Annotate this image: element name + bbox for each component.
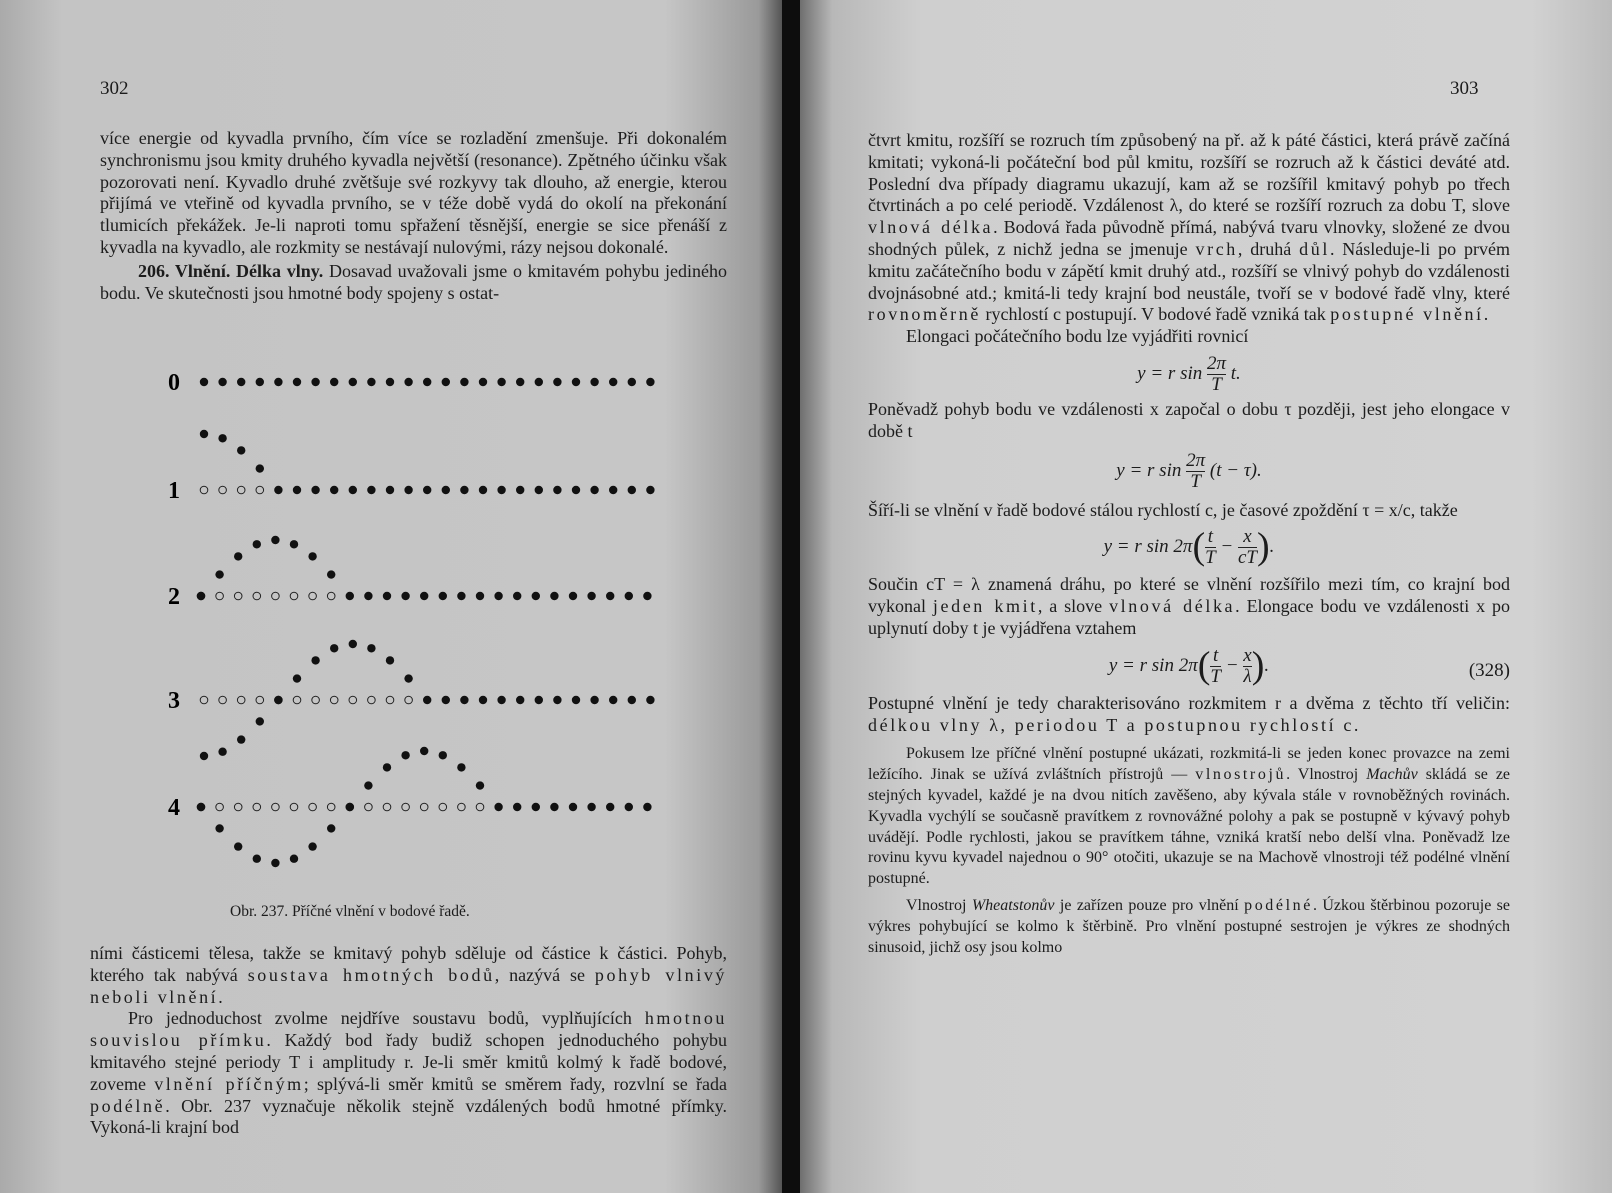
particle-dot [404,674,412,682]
particle-dot [479,486,487,494]
particle-dot [479,378,487,386]
particle-dot [346,803,354,811]
particle-dot [569,803,577,811]
particle-dot [215,824,223,832]
particle-dot [218,378,226,386]
particle-dot [197,803,205,811]
rest-position-marker [272,592,280,600]
rest-position-marker [405,696,413,704]
particle-dot [237,446,245,454]
rest-position-marker [256,486,264,494]
particle-dot [256,464,264,472]
particle-dot [460,378,468,386]
particle-dot [401,592,409,600]
paragraph: Součin cT = λ znamená dráhu, po které se vlnění rozšířilo mezi tím, co krajní bod vykonal jeden kmit, a slove vlnová délka. Elongace bodu ve vzdálenosti x po uplynutí doby t je vyjádřena vztahem [868,574,1511,638]
particle-dot [271,859,279,867]
particle-dot [516,696,524,704]
rest-position-marker [219,696,227,704]
wave-diagram [0,360,782,920]
particle-dot [330,486,338,494]
rest-position-marker [219,486,227,494]
equation: y = r sin 2π( $\frac{t}{T}$ − $\frac{x}{cT}$ ). [1103,525,1275,569]
particle-dot [253,540,261,548]
paragraph: Postupné vlnění je tedy charakterisováno rozkmitem r a dvěma z těchto tří veličin: délkou vlny λ, periodou T a postupnou rychlostí c. [868,692,1510,735]
equation: y = r sin 2π( $\frac{t}{T}$ − $\frac{x}{\lambda}$ ). (328) [1108,644,1510,687]
particle-dot [293,486,301,494]
particle-dot [271,536,279,544]
particle-dot [364,592,372,600]
particle-dot [404,486,412,494]
text-block-top [100,128,727,304]
particle-dot [197,592,205,600]
particle-dot [234,552,242,560]
particle-dot [460,696,468,704]
particle-dot [308,842,316,850]
rest-position-marker [383,803,391,811]
particle-dot [218,434,226,442]
rest-position-marker [327,803,335,811]
particle-dot [553,378,561,386]
row-label: 0 [168,370,180,396]
row-label: 1 [168,478,180,504]
particle-dot [609,696,617,704]
particle-dot [553,486,561,494]
particle-dot [364,781,372,789]
right-page [800,0,1612,1193]
particle-dot [497,696,505,704]
left-page [0,0,782,1193]
particle-dot [646,486,654,494]
particle-dot [628,378,636,386]
particle-dot [569,592,577,600]
section-heading: 206. Vlnění. Délka vlny. [138,260,324,281]
particle-dot [215,570,223,578]
particle-dot [256,717,264,725]
particle-dot [479,696,487,704]
particle-dot [516,378,524,386]
section-text: Dosavad uvažovali jsme o kmitavém pohybu jediného bodu. Ve skutečnosti jsou hmotné body spojeny s ostat- [100,260,727,303]
particle-dot [494,803,502,811]
particle-dot [234,842,242,850]
row-label: 3 [168,688,180,714]
rest-position-marker [476,803,484,811]
particle-dot [625,803,633,811]
particle-dot [532,803,540,811]
particle-dot [476,592,484,600]
rest-position-marker [256,696,264,704]
rest-position-marker [237,696,245,704]
rest-position-marker [439,803,447,811]
particle-dot [308,552,316,560]
particle-dot [535,486,543,494]
rest-position-marker [312,696,320,704]
particle-dot [200,752,208,760]
particle-dot [643,592,651,600]
particle-dot [643,803,651,811]
particle-dot [513,592,521,600]
particle-dot [423,486,431,494]
particle-dot [290,540,298,548]
rest-position-marker [200,696,208,704]
particle-dot [367,486,375,494]
particle-dot [349,378,357,386]
rest-position-marker [309,592,317,600]
particle-dot [460,486,468,494]
particle-dot [590,486,598,494]
particle-dot [237,378,245,386]
rest-position-marker [420,803,428,811]
particle-dot [311,656,319,664]
paragraph: Vlnostroj Wheatstonův je zařízen pouze pro vlnění podélné. Úzkou štěrbinou pozoruje se výkres pohybující se kolmo k štěrbině. Pro vlnění postupné sestrojen je výkres ze shodných sinusoid, jichž osy jsou kolmo [868,896,1511,956]
particle-dot [550,803,558,811]
rest-position-marker [368,696,376,704]
particle-dot [401,751,409,759]
section-paragraph [100,261,727,305]
particle-dot [587,803,595,811]
rest-position-marker [402,803,410,811]
rest-position-marker [458,803,466,811]
particle-dot [553,696,561,704]
particle-dot [628,486,636,494]
particle-dot [200,430,208,438]
rest-position-marker [386,696,394,704]
particle-dot [383,763,391,771]
page-number: 303 [1450,78,1479,99]
particle-dot [439,751,447,759]
rest-position-marker [234,592,242,600]
text-block [868,130,1510,958]
particle-dot [330,378,338,386]
particle-dot [572,486,580,494]
rest-position-marker [272,803,280,811]
paragraph: čtvrt kmitu, rozšíří se rozruch tím způsobený na př. až k páté částici, která právě začíná kmitati; vykoná-li počáteční bod půl kmitu, rozšíří se rozruch až k částici deváté atd. Poslední dva případy diagramu ukazují, kam až se rozšířil kmitavý pohyb po třech čtvrtinách a po celé periodě. Vzdálenost λ, do které se rozšíří rozruch za dobu T, slove vlnová délka. Bodová řada původně přímá, nabývá tvaru vlnovky, složené ze dvou shodných půlek, z nichž jedna se jmenuje vrch, druhá důl. Následuje-li po prvém kmitu začátečního bodu v zápětí kmit druhý atd., rozšíří se vlnivý pohyb do vzdálenosti dvojnásobné atd.; kmitá-li tedy krajní bod neustále, tvoří se v bodové řadě vlny, které rovnoměrně rychlostí c postupují. V bodové řadě vzniká tak postupné vlnění. [868,130,1510,325]
particle-dot [327,824,335,832]
particle-dot [367,644,375,652]
particle-dot [293,674,301,682]
particle-dot [609,486,617,494]
particle-dot [349,486,357,494]
paragraph: více energie od kyvadla prvního, čím více se rozladění zmenšuje. Při dokonalém synchronismu jsou kmity druhého kyvadla největší (resonance). Zpětného účinku však pozorovati není. Kyvadlo druhé zvětšuje své rozkyvy tak dlouho, až energie, kterou přijímá ve vteřině od kyvadla prvního, se v téže době vydá do okolí na překonání tlumicích překážek. Je-li naproti tomu spřažení těsnější, energie se sice přenáší z kyvadla na kyvadlo, ale rozkmity se nestávají nulovými, rázy nejsou dokonalé. [100,128,727,257]
paragraph: ními částicemi tělesa, takže se kmitavý pohyb sděluje od částice k částici. Pohyb, kterého tak nabývá soustava hmotných bodů, nazývá se pohyb vlnivý neboli vlnění. [90,943,728,1007]
particle-dot [327,570,335,578]
particle-dot [457,592,465,600]
rest-position-marker [349,696,357,704]
particle-dot [293,378,301,386]
particle-dot [386,378,394,386]
rest-position-marker [330,696,338,704]
rest-position-marker [293,696,301,704]
equation-number: (328) [1468,659,1510,681]
paragraph: Poněvadž pohyb bodu ve vzdálenosti x započal o dobu τ později, jest jeho elongace v době t [868,398,1510,441]
particle-dot [274,486,282,494]
particle-dot [572,696,580,704]
particle-dot [550,592,558,600]
fraction-numerator: 2π [1207,352,1227,374]
rest-position-marker [309,803,317,811]
particle-dot [290,855,298,863]
particle-dot [646,378,654,386]
particle-dot [349,640,357,648]
particle-dot [535,378,543,386]
paragraph: Pro jednoduchost zvolme nejdříve soustavu bodů, vyplňujících hmotnou souvislou přímku. Každý bod řady budiž schopen jednoduchého pohybu kmitavého stejné periody T i amplitudy r. Je-li směr kmitů kolmý k řadě bodové, zoveme vlnění příčným; splývá-li směr kmitů se směrem řady, rozvlní se řada podélně. Obr. 237 vyznačuje několik stejně vzdálených bodů hmotné přímky. Vykoná-li krajní bod [90,1008,728,1138]
page-number: 302 [100,78,129,99]
rest-position-marker [200,486,208,494]
particle-dot [311,486,319,494]
particle-dot [628,696,636,704]
particle-dot [587,592,595,600]
particle-dot [646,696,654,704]
particle-dot [367,378,375,386]
particle-dot [423,378,431,386]
particle-dot [606,592,614,600]
particle-dot [590,696,598,704]
particle-dot [457,763,465,771]
equation: y = r sin $\frac{2\pi}{T}$ t. [1137,352,1241,395]
particle-dot [442,378,450,386]
particle-dot [625,592,633,600]
particle-dot [200,378,208,386]
rest-position-marker [327,592,335,600]
particle-dot [439,592,447,600]
rest-position-marker [290,592,298,600]
paragraph: Pokusem lze příčné vlnění postupné ukázati, rozkmitá-li se jeden konec provazce na zemi ležícího. Jinak se užívá zvláštních přístrojů — vlnostrojů. Vlnostroj Machův skládá se ze stejných kyvadel, každé je na dvou nitích zavěšeno, aby kývala stále v rovnoběžných rovinách. Kyvadla vychýlí se současně pravítkem z rovnovážné polohy a pak se postupně v kývavý pohyb uvádějí. Podle rychlosti, jakou se pravítkem táhne, vzniká kratší nebo delší vlna. Poněvadž lze rovinu kyvu kyvadel najednou o 90° otočiti, ukazuje se na Machově vlnostroji též podélné vlnění postupné. [868,745,1511,888]
rest-position-marker [237,486,245,494]
particle-dot [386,656,394,664]
row-label: 4 [168,795,180,821]
particle-dot [330,644,338,652]
particle-dot [274,378,282,386]
row-label: 2 [168,584,180,610]
particle-dot [274,696,282,704]
rest-position-marker [216,592,224,600]
particle-dot [497,486,505,494]
book-gutter [782,0,800,1193]
rest-position-marker [234,803,242,811]
particle-dot [442,486,450,494]
particle-dot [513,803,521,811]
particle-dot [404,378,412,386]
rest-position-marker [216,803,224,811]
particle-dot [516,486,524,494]
figure-caption: Obr. 237. Příčné vlnění v bodové řadě. [230,903,470,920]
particle-dot [476,781,484,789]
paragraph: Elongaci počátečního bodu lze vyjádřiti rovnicí [906,326,1249,347]
equation: y = r sin $\frac{2\pi}{T}$ (t − τ). [1116,449,1262,492]
particle-dot [532,592,540,600]
paragraph: Šíří-li se vlnění v řadě bodové stálou rychlostí c, je časové zpoždění τ = x/c, takže [868,499,1458,520]
particle-dot [494,592,502,600]
text-block-bottom [90,943,727,1139]
particle-dot [386,486,394,494]
particle-dot [218,748,226,756]
particle-dot [572,378,580,386]
particle-dot [420,592,428,600]
particle-dot [590,378,598,386]
particle-dot [535,696,543,704]
particle-dot [383,592,391,600]
particle-dot [253,855,261,863]
rest-position-marker [365,803,373,811]
particle-dot [497,378,505,386]
particle-dot [346,592,354,600]
particle-dot [256,378,264,386]
particle-dot [237,735,245,743]
rest-position-marker [290,803,298,811]
particle-dot [442,696,450,704]
particle-dot [609,378,617,386]
particle-dot [423,696,431,704]
fraction-denominator: T [1211,373,1222,395]
particle-dot [311,378,319,386]
rest-position-marker [253,592,261,600]
rest-position-marker [253,803,261,811]
particle-dot [606,803,614,811]
small-print-block [868,744,1510,958]
particle-dot [420,747,428,755]
